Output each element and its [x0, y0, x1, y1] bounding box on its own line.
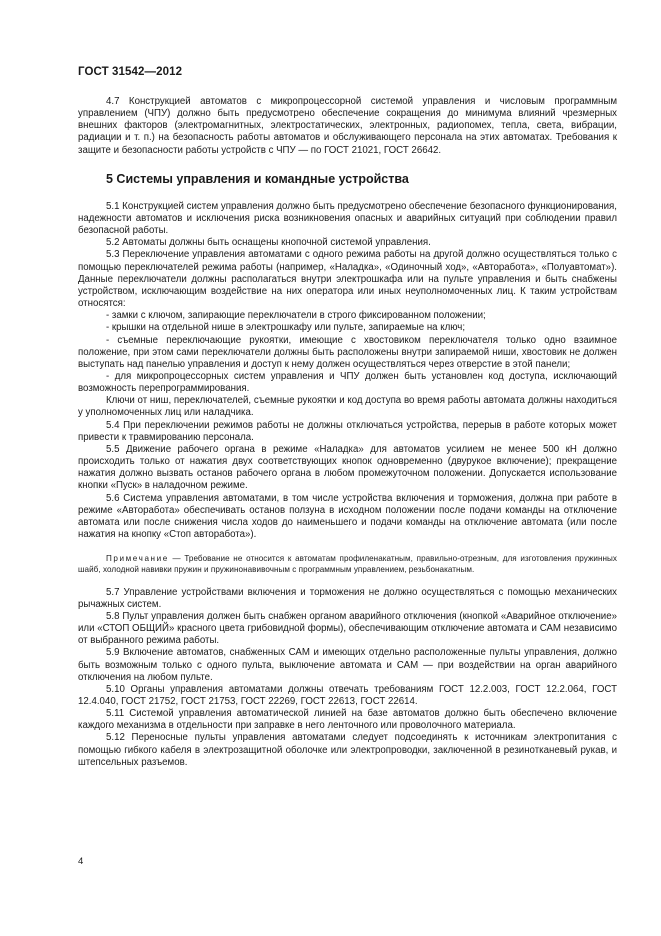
list-item-handles: - съемные переключающие рукоятки, имеющие с хвостовиком переключателя только одно взаимное положение, при этом сами переключатели должны быть расположены внутри запираемой ниши, хвостовик не должен выступать над панелью управления и доступ к нему должен осуществляться через отверстие в этой панели; [78, 334, 617, 370]
list-item-access-code: - для микропроцессорных систем управления и ЧПУ должен быть установлен код доступа, исключающий возможность перепрограммирования. [78, 370, 617, 395]
page-number: 4 [78, 856, 84, 867]
paragraph-5-5: 5.5 Движение рабочего органа в режиме «Наладка» для автоматов усилием не менее 500 кН должно происходить только от нажатия двух соответствующих кнопок одновременно (двурукое включение); прекращение нажатия должно вызвать останов рабочего органа в любом промежуточном положении. Допускается использование кнопки «Пуск» в наладочном режиме. [78, 443, 617, 492]
paragraph-5-9: 5.9 Включение автоматов, снабженных САМ и имеющих отдельно расположенные пульты управления, должно быть возможным только с одного пульта, выключение автомата и САМ — при воздействии на орган аварийного отключения на любом пульте. [78, 647, 617, 683]
paragraph-5-8: 5.8 Пульт управления должен быть снабжен органом аварийного отключения (кнопкой «Аварийное отключение» или «СТОП ОБЩИЙ» красного цвета грибовидной формы), обеспечивающим отключение автомата и САМ независимо от выбранного режима работы. [78, 610, 617, 647]
paragraph-4-7: 4.7 Конструкцией автоматов с микропроцессорной системой управления и числовым программным управлением (ЧПУ) должно быть предусмотрено обеспечение сокращения до минимума влияний чрезмерных внешних факторов (электромагнитных, электростатических, электронных, радиопомех, тепла, света, вибрации, радиации и т. п.) на безопасность работы автоматов и обслуживающего персонала на этих автоматах. Требования к защите и безопасности работы устройств с ЧПУ — по ГОСТ 21021, ГОСТ 26642. [78, 96, 617, 156]
note-text: — Требование не относится к автоматам профиленакатным, правильно-отрезным, для изготовления пружинных шайб, холодной навивки пружин и пружинонавивочным с программным управлением, резьбонакатным. [78, 554, 617, 575]
note [78, 553, 617, 575]
paragraph-keys: Ключи от ниш, переключателей, съемные рукоятки и код доступа во время работы автомата должны находиться у уполномоченных лиц или наладчика. [78, 395, 617, 419]
note-label: Примечание [106, 554, 169, 564]
list-item-locks: - замки с ключом, запирающие переключатели в строго фиксированном положении; [106, 310, 486, 322]
paragraph-5-7: 5.7 Управление устройствами включения и торможения не должно осуществляться с помощью механических рычажных систем. [78, 586, 617, 610]
document-body [78, 96, 617, 769]
paragraph-5-10: 5.10 Органы управления автоматами должны отвечать требованиям ГОСТ 12.2.003, ГОСТ 12.2.064, ГОСТ 12.4.040, ГОСТ 21752, ГОСТ 21753, ГОСТ 22269, ГОСТ 22613, ГОСТ 22614. [78, 683, 617, 707]
paragraph-5-6: 5.6 Система управления автоматами, в том числе устройства включения и торможения, должна при работе в режиме «Авторабота» обеспечивать останов ползуна в исходном положении после подачи команды на отключение автомата или после снижения числа ходов до наименьшего и подачи команды на отключение автомата (или после нажатия на кнопку «Стоп авторабота»). [78, 492, 617, 540]
paragraph-5-1: 5.1 Конструкцией систем управления должно быть предусмотрено обеспечение безопасного функционирования, надежности автоматов и исключения риска возникновения опасных и аварийных ситуаций при соблюдении правил безопасной работы. [78, 200, 617, 237]
paragraph-5-2: 5.2 Автоматы должны быть оснащены кнопочной системой управления. [106, 237, 431, 249]
paragraph-5-11: 5.11 Системой управления автоматической линией на базе автоматов должно быть обеспечено включение каждого механизма в отдельности при заправке в него ленточного или проволочного материала. [78, 708, 617, 732]
list-item-covers: - крышки на отдельной нише в электрошкафу или пульте, запираемые на ключ; [106, 322, 466, 334]
paragraph-5-4: 5.4 При переключении режимов работы не должны отключаться устройства, перерыв в работе которых может привести к травмированию персонала. [78, 419, 617, 443]
paragraph-5-12: 5.12 Переносные пульты управления автоматами следует подсоединять к источникам электропитания с помощью гибкого кабеля в электрозащитной оболочке или электропроводки, заключенной в резинотканевый рукав, и штепсельных разъемов. [78, 732, 617, 768]
standard-header: ГОСТ 31542—2012 [78, 66, 183, 78]
paragraph-5-3: 5.3 Переключение управления автоматами с одного режима работы на другой должно осуществляться только с помощью переключателей режима работы (например, «Наладка», «Одиночный ход», «Авторабота», «Полуавтомат»). Данные переключатели должны располагаться внутри электрошкафа или на пульте управления и быть снабжены устройством, исключающим воздействие на них оператора или иных неуполномоченных лиц. К таким устройствам относятся: [78, 249, 617, 310]
section-title: 5 Системы управления и командные устройства [106, 171, 409, 186]
